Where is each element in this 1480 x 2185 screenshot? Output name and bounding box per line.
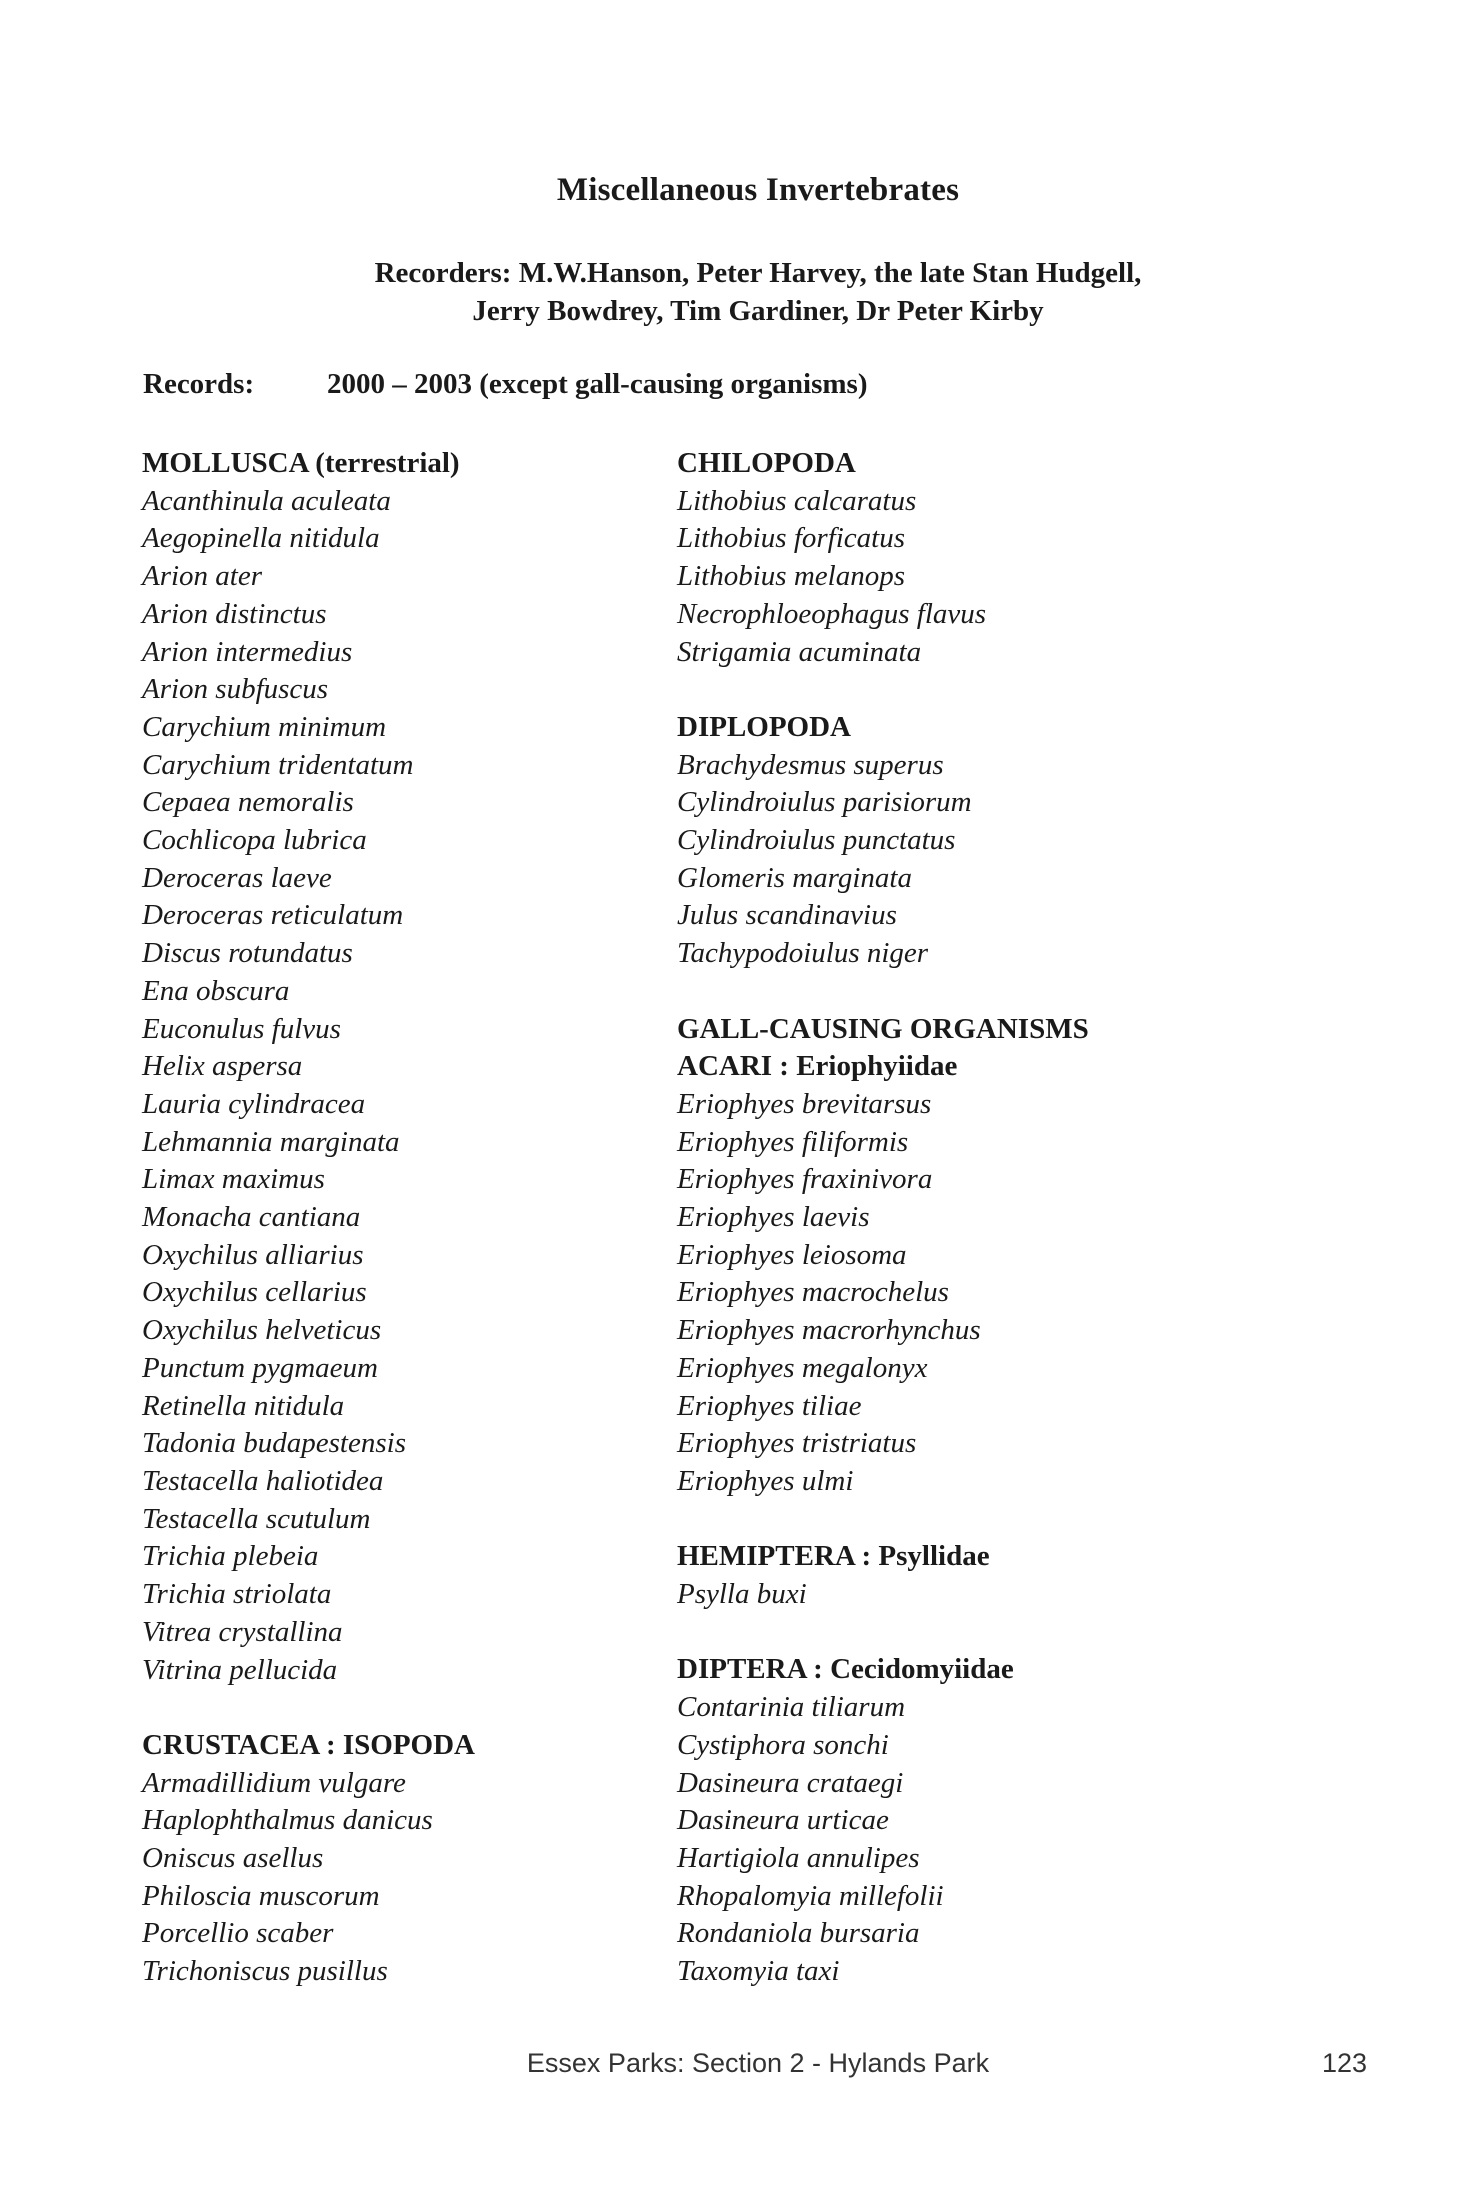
species-name: Vitrea crystallina xyxy=(142,1615,343,1648)
page-footer: Essex Parks: Section 2 - Hylands Park xyxy=(526,2048,990,2078)
species-name: Eriophyes brevitarsus xyxy=(677,1087,932,1120)
species-name: Porcellio scaber xyxy=(142,1917,334,1950)
species-name: Cylindroiulus parisiorum xyxy=(677,786,972,819)
species-name: Limax maximus xyxy=(142,1163,325,1196)
species-name: Cylindroiulus punctatus xyxy=(677,824,956,857)
group-heading: MOLLUSCA (terrestrial) xyxy=(142,447,460,479)
page-number: 123 xyxy=(1322,2048,1368,2078)
species-name: Vitrina pellucida xyxy=(142,1653,338,1686)
group-heading: GALL-CAUSING ORGANISMS xyxy=(677,1012,1089,1045)
records-value: 2000 – 2003 (except gall-causing organisms) xyxy=(327,368,868,400)
species-name: Oxychilus alliarius xyxy=(142,1238,364,1271)
recorders-line-1: Recorders: M.W.Hanson, Peter Harvey, the late Stan Hudgell, xyxy=(374,257,1142,289)
page-title: Miscellaneous Invertebrates xyxy=(556,172,960,208)
species-name: Testacella haliotidea xyxy=(142,1464,384,1497)
species-name: Oxychilus cellarius xyxy=(142,1276,367,1309)
right-species-column xyxy=(677,445,1237,1991)
species-name: Cochlicopa lubrica xyxy=(142,824,367,857)
section-spacer xyxy=(677,1614,1237,1652)
species-name: Trichia striolata xyxy=(142,1578,332,1611)
group-heading: ACARI : Eriophyiidae xyxy=(677,1050,958,1083)
species-name: Lehmannia marginata xyxy=(142,1125,400,1158)
species-name: Eriophyes macrorhynchus xyxy=(677,1314,981,1347)
species-name: Brachydesmus superus xyxy=(677,748,944,781)
species-name: Rondaniola bursaria xyxy=(677,1917,920,1950)
species-name: Trichoniscus pusillus xyxy=(142,1955,388,1988)
species-name: Aegopinella nitidula xyxy=(142,522,380,555)
species-name: Trichia plebeia xyxy=(142,1540,319,1573)
group-heading: DIPLOPODA xyxy=(677,710,851,743)
species-name: Tadonia budapestensis xyxy=(142,1427,406,1460)
species-name: Necrophloeophagus flavus xyxy=(677,597,987,630)
species-name: Punctum pygmaeum xyxy=(142,1351,378,1384)
species-name: Eriophyes tristriatus xyxy=(677,1427,917,1460)
species-name: Lithobius melanops xyxy=(677,560,905,593)
species-name: Eriophyes macrochelus xyxy=(677,1276,949,1309)
species-name: Rhopalomyia millefolii xyxy=(677,1879,944,1912)
left-species-column xyxy=(142,445,662,1991)
species-name: Cystiphora sonchi xyxy=(677,1728,889,1761)
species-name: Eriophyes laevis xyxy=(677,1201,870,1234)
species-name: Acanthinula aculeata xyxy=(142,484,391,517)
species-name: Lithobius forficatus xyxy=(677,522,906,555)
group-heading: CRUSTACEA : ISOPODA xyxy=(142,1728,476,1761)
species-name: Dasineura urticae xyxy=(677,1804,889,1837)
species-name: Helix aspersa xyxy=(142,1050,303,1083)
group-heading: CHILOPODA xyxy=(677,447,856,479)
species-name: Oniscus asellus xyxy=(142,1842,324,1874)
species-name: Eriophyes ulmi xyxy=(677,1464,854,1497)
species-name: Deroceras laeve xyxy=(142,861,332,894)
species-name: Euconulus fulvus xyxy=(142,1012,341,1045)
records-line xyxy=(143,368,868,401)
records-label: Records: xyxy=(143,368,255,400)
species-name: Arion distinctus xyxy=(142,597,327,630)
species-name: Arion ater xyxy=(142,560,263,593)
species-name: Dasineura crataegi xyxy=(677,1766,904,1799)
species-name: Eriophyes leiosoma xyxy=(677,1238,907,1271)
species-name: Oxychilus helveticus xyxy=(142,1314,382,1347)
species-name: Haplophthalmus danicus xyxy=(142,1804,433,1837)
species-name: Philoscia muscorum xyxy=(142,1879,380,1912)
species-name: Lauria cylindracea xyxy=(142,1087,366,1120)
species-name: Retinella nitidula xyxy=(142,1389,345,1422)
species-name: Testacella scutulum xyxy=(142,1502,371,1535)
species-name: Hartigiola annulipes xyxy=(677,1841,920,1874)
species-name: Julus scandinavius xyxy=(677,899,897,932)
species-name: Discus rotundatus xyxy=(142,937,353,970)
species-name: Arion intermedius xyxy=(142,635,353,668)
species-name: Eriophyes megalonyx xyxy=(677,1351,928,1384)
species-name: Cepaea nemoralis xyxy=(142,786,354,819)
species-name: Eriophyes filiformis xyxy=(677,1125,909,1158)
section-spacer xyxy=(677,1501,1237,1539)
species-name: Deroceras reticulatum xyxy=(142,899,404,932)
group-heading: HEMIPTERA : Psyllidae xyxy=(677,1540,990,1573)
species-name: Armadillidium vulgare xyxy=(142,1766,406,1799)
section-spacer xyxy=(677,671,1237,709)
group-heading: DIPTERA : Cecidomyiidae xyxy=(677,1653,1014,1686)
species-name: Ena obscura xyxy=(142,974,290,1007)
species-name: Lithobius calcaratus xyxy=(677,484,917,517)
section-spacer xyxy=(142,1689,662,1727)
recorders xyxy=(0,254,1480,330)
species-name: Strigamia acuminata xyxy=(677,635,922,668)
species-name: Tachypodoiulus niger xyxy=(677,937,929,970)
species-name: Psylla buxi xyxy=(677,1578,807,1611)
species-name: Carychium minimum xyxy=(142,710,387,743)
recorders-line-2: Jerry Bowdrey, Tim Gardiner, Dr Peter Kirby xyxy=(472,295,1044,327)
species-name: Arion subfuscus xyxy=(142,673,329,706)
species-name: Carychium tridentatum xyxy=(142,748,414,781)
species-name: Contarinia tiliarum xyxy=(677,1691,906,1724)
species-name: Taxomyia taxi xyxy=(677,1955,840,1988)
species-name: Monacha cantiana xyxy=(142,1201,361,1234)
species-name: Glomeris marginata xyxy=(677,861,912,894)
species-name: Eriophyes fraxinivora xyxy=(677,1163,933,1196)
section-spacer xyxy=(677,973,1237,1011)
species-name: Eriophyes tiliae xyxy=(677,1389,862,1422)
